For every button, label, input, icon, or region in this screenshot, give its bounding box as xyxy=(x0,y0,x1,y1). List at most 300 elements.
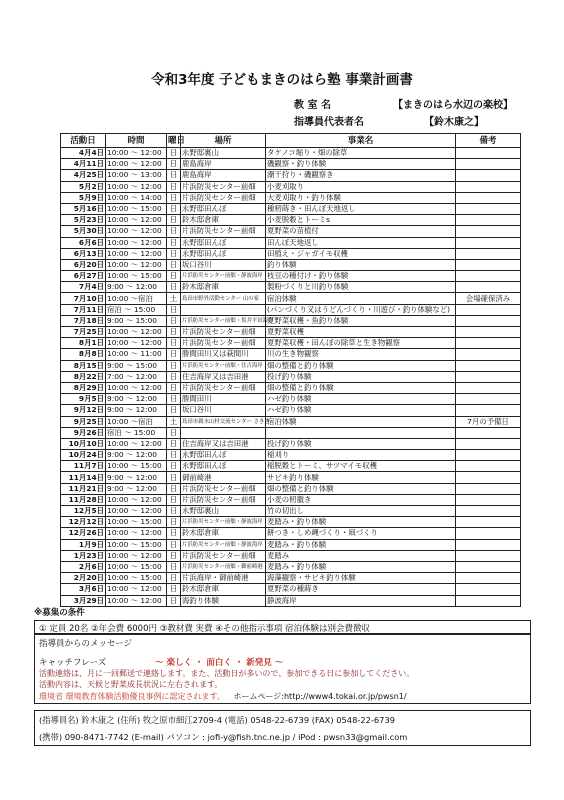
activity-date: 2月20日 xyxy=(61,573,106,584)
activity-date: 7月11日 xyxy=(61,304,106,315)
activity-date: 8月1日 xyxy=(61,338,106,349)
activity-name: 麦踏み・釣り体験 xyxy=(266,561,456,572)
table-row xyxy=(61,360,521,371)
table-row xyxy=(61,394,521,405)
activity-date: 7月18日 xyxy=(61,315,106,326)
table-row xyxy=(61,237,521,248)
activity-note xyxy=(456,561,521,572)
activity-place: 片浜防災センター前畑 xyxy=(181,192,266,203)
activity-date: 8月22日 xyxy=(61,371,106,382)
activity-time: 10:00 ～ 13:00 xyxy=(106,170,167,181)
activity-day: 土 xyxy=(167,416,181,427)
activity-date: 3月6日 xyxy=(61,584,106,595)
activity-name: 大麦刈取り・釣り体験 xyxy=(266,192,456,203)
activity-day: 日 xyxy=(167,371,181,382)
table-row xyxy=(61,304,521,315)
activity-name: 川の生き物観察 xyxy=(266,349,456,360)
activity-day: 日 xyxy=(167,237,181,248)
activity-name: 夏野菜収穫・田んぼの除草と生き物観察 xyxy=(266,338,456,349)
activity-place xyxy=(181,427,266,438)
activity-time: 10:00 ～ 12:00 xyxy=(106,494,167,505)
table-row xyxy=(61,450,521,461)
activity-place: 片浜防災センター前畑・静波海岸 xyxy=(181,271,266,282)
activity-place: 勝間田川 xyxy=(181,394,266,405)
activity-date: 1月9日 xyxy=(61,539,106,550)
activity-place: 片浜防災センター前畑 xyxy=(181,550,266,561)
table-row xyxy=(61,494,521,505)
activity-time: 10:00 ～ 14:00 xyxy=(106,192,167,203)
activity-note xyxy=(456,438,521,449)
activity-note xyxy=(456,338,521,349)
activity-day: 日 xyxy=(167,528,181,539)
activity-place: 片浜防災センター前畑 xyxy=(181,494,266,505)
activity-note xyxy=(456,494,521,505)
activity-time: 10:00 ～ 12:00 xyxy=(106,181,167,192)
table-row xyxy=(61,371,521,382)
activity-day: 土 xyxy=(167,293,181,304)
activity-day: 日 xyxy=(167,271,181,282)
activity-note xyxy=(456,226,521,237)
activity-note xyxy=(456,371,521,382)
activity-time: 宿泊 ～ 15:00 xyxy=(106,427,167,438)
activity-note xyxy=(456,528,521,539)
activity-date: 9月5日 xyxy=(61,394,106,405)
activity-note xyxy=(456,170,521,181)
activity-note xyxy=(456,427,521,438)
activity-date: 5月2日 xyxy=(61,181,106,192)
activity-date: 5月23日 xyxy=(61,215,106,226)
activity-day: 日 xyxy=(167,248,181,259)
table-row xyxy=(61,416,521,427)
table-row xyxy=(61,203,521,214)
activity-note xyxy=(456,405,521,416)
activity-name: タケノコ堀り・畑の除草 xyxy=(266,148,456,159)
activity-place: 住吉海岸又は吉田港 xyxy=(181,438,266,449)
activity-day: 日 xyxy=(167,494,181,505)
activity-note: 7月の予備日 xyxy=(456,416,521,427)
activity-date: 10月10日 xyxy=(61,438,106,449)
table-header-row xyxy=(61,134,521,148)
table-row xyxy=(61,271,521,282)
activity-place: 島田市親水山村交流センター さきき xyxy=(181,416,266,427)
activity-place: 片浜防災センター前畑・静波海岸 xyxy=(181,539,266,550)
activity-name: ハゼ釣り体験 xyxy=(266,394,456,405)
activity-place: 島田市野外活動センター 山の家 xyxy=(181,293,266,304)
activity-date: 11月14日 xyxy=(61,472,106,483)
activity-date: 12月5日 xyxy=(61,506,106,517)
activity-time: 10:00 ～ 15:00 xyxy=(106,271,167,282)
activity-time: 9:00 ～ 12:00 xyxy=(106,282,167,293)
activity-note xyxy=(456,203,521,214)
activity-time: 10:00 ～ 12:00 xyxy=(106,237,167,248)
document-title: 令和3年度 子どもまきのはら塾 事業計画書 xyxy=(151,72,413,88)
activity-date: 7月4日 xyxy=(61,282,106,293)
table-row xyxy=(61,181,521,192)
activity-place: 片浜防災センター前畑 xyxy=(181,338,266,349)
activity-place: 片浜防災センター前畑・御前崎港 xyxy=(181,561,266,572)
activity-note xyxy=(456,360,521,371)
activity-note xyxy=(456,271,521,282)
activity-place: 片浜防災センター前畑 xyxy=(181,382,266,393)
activity-date: 11月21日 xyxy=(61,483,106,494)
activity-name: 磯観察・釣り体験 xyxy=(266,159,456,170)
activity-note xyxy=(456,148,521,159)
activity-name: 麦踏み xyxy=(266,550,456,561)
activity-time: 10:00 ～ 12:00 xyxy=(106,595,167,606)
activity-note xyxy=(456,539,521,550)
activity-date: 6月27日 xyxy=(61,271,106,282)
table-row xyxy=(61,192,521,203)
activity-date: 5月30日 xyxy=(61,226,106,237)
table-row xyxy=(61,506,521,517)
table-row xyxy=(61,584,521,595)
activity-place: 鹿島海岸 xyxy=(181,159,266,170)
table-row xyxy=(61,461,521,472)
activity-date: 4月25日 xyxy=(61,170,106,181)
activity-note xyxy=(456,450,521,461)
activity-time: 10:00 ～ 12:00 xyxy=(106,248,167,259)
activity-name: 潮干狩り・磯観察き xyxy=(266,170,456,181)
activity-place: 永野邸田んぼ xyxy=(181,450,266,461)
activity-place: 片浜防災センター前畑・住吉海岸 xyxy=(181,360,266,371)
activity-note xyxy=(456,506,521,517)
activity-name: 宿泊体験 xyxy=(266,293,456,304)
activity-day: 日 xyxy=(167,427,181,438)
activity-day: 日 xyxy=(167,170,181,181)
award-text: 環境省 環境教育体験活動優良事例に認定されます。 xyxy=(39,692,225,701)
activity-time: 10:00 ～ 15:00 xyxy=(106,203,167,214)
activity-date: 12月26日 xyxy=(61,528,106,539)
table-row xyxy=(61,528,521,539)
activity-place: 片浜防災センター前畑 xyxy=(181,483,266,494)
activity-time: 10:00 ～ 12:00 xyxy=(106,259,167,270)
activity-name: 海藻観察・サビキ釣り体験 xyxy=(266,573,456,584)
activity-day: 日 xyxy=(167,438,181,449)
activity-note xyxy=(456,349,521,360)
activity-day: 日 xyxy=(167,349,181,360)
activity-date: 11月28日 xyxy=(61,494,106,505)
activity-day: 日 xyxy=(167,203,181,214)
table-row xyxy=(61,550,521,561)
activity-time: 10:00 ～ 15:00 xyxy=(106,573,167,584)
activity-place: 片浜防災センター前畑 xyxy=(181,181,266,192)
table-row xyxy=(61,338,521,349)
activity-date: 8月29日 xyxy=(61,382,106,393)
activity-place: 片浜海岸・御前崎港 xyxy=(181,573,266,584)
activity-note xyxy=(456,517,521,528)
activity-place: 永野邸田んぼ xyxy=(181,237,266,248)
table-row xyxy=(61,483,521,494)
activity-time: 10:00 ～ 15:00 xyxy=(106,561,167,572)
activity-place: 永野邸田んぼ xyxy=(181,461,266,472)
activity-note: 会場確保済み xyxy=(456,293,521,304)
activity-day: 日 xyxy=(167,282,181,293)
activity-name: 投げ釣り体験 xyxy=(266,438,456,449)
leader-value: 【鈴木康之】 xyxy=(424,117,484,128)
activity-time: 10:00 ～宿泊 xyxy=(106,416,167,427)
activity-note xyxy=(456,584,521,595)
message-line-1: 活動連絡は、月に一回郵送で連絡します。また、活動日が多いので、参加できる日に参加してください。 xyxy=(39,669,415,678)
activity-day: 日 xyxy=(167,561,181,572)
activity-time: 10:00 ～ 15:00 xyxy=(106,539,167,550)
activity-time: 9:00 ～ 12:00 xyxy=(106,483,167,494)
activity-name: 枝豆の種付け・釣り体験 xyxy=(266,271,456,282)
activity-day: 日 xyxy=(167,226,181,237)
activity-day: 日 xyxy=(167,506,181,517)
activity-day: 日 xyxy=(167,573,181,584)
table-row xyxy=(61,327,521,338)
activity-day: 日 xyxy=(167,483,181,494)
activity-date: 6月20日 xyxy=(61,259,106,270)
catchphrase-label: キャッチフレーズ xyxy=(39,658,107,668)
activity-name: 畑の整備と釣り体験 xyxy=(266,382,456,393)
table-row xyxy=(61,349,521,360)
footer-box xyxy=(34,710,531,746)
table-row xyxy=(61,259,521,270)
activity-note xyxy=(456,215,521,226)
activity-day: 日 xyxy=(167,181,181,192)
table-row xyxy=(61,315,521,326)
activity-date: 6月13日 xyxy=(61,248,106,259)
activity-date: 8月8日 xyxy=(61,349,106,360)
activity-time: 10:00 ～ 12:00 xyxy=(106,528,167,539)
activity-name: 種籾蒔き・田んぼ天地返し xyxy=(266,203,456,214)
message-heading: 指導員からのメッセージ xyxy=(39,639,132,649)
activity-day: 日 xyxy=(167,461,181,472)
activity-date: 10月24日 xyxy=(61,450,106,461)
activity-name: 麦踏み・釣り体験 xyxy=(266,539,456,550)
activity-date: 6月6日 xyxy=(61,237,106,248)
activity-place: 坂口谷川 xyxy=(181,405,266,416)
activity-name: 畑の整備と釣り体験 xyxy=(266,483,456,494)
activity-note xyxy=(456,382,521,393)
activity-day: 日 xyxy=(167,450,181,461)
activity-place: 片浜防災センター前畑・静波海岸 xyxy=(181,517,266,528)
column-header: 備考 xyxy=(456,134,521,148)
activity-note xyxy=(456,573,521,584)
table-row xyxy=(61,472,521,483)
activity-date: 12月12日 xyxy=(61,517,106,528)
message-box xyxy=(34,634,531,704)
activity-name: 宿泊体験 xyxy=(266,416,456,427)
activity-date: 1月23日 xyxy=(61,550,106,561)
activity-day: 日 xyxy=(167,472,181,483)
activity-note xyxy=(456,181,521,192)
activity-date: 11月7日 xyxy=(61,461,106,472)
activity-time: 10:00 ～ 15:00 xyxy=(106,517,167,528)
activity-day: 日 xyxy=(167,550,181,561)
activity-place: 鈴木邸倉庫 xyxy=(181,215,266,226)
activity-date: 4月11日 xyxy=(61,159,106,170)
activity-date: 9月26日 xyxy=(61,427,106,438)
activity-place: 鈴木邸倉庫 xyxy=(181,282,266,293)
activity-date: 9月12日 xyxy=(61,405,106,416)
activity-name: 稲脱穀とトーミ、サツマイモ収穫 xyxy=(266,461,456,472)
activity-name: 畑の整備と釣り体験 xyxy=(266,360,456,371)
table-row xyxy=(61,405,521,416)
activity-name: ハゼ釣り体験 xyxy=(266,405,456,416)
activity-note xyxy=(456,550,521,561)
column-header: 活動日 xyxy=(61,134,106,148)
activity-date: 2月6日 xyxy=(61,561,106,572)
activity-note xyxy=(456,282,521,293)
table-row xyxy=(61,517,521,528)
table-row xyxy=(61,293,521,304)
column-header: 時間 xyxy=(106,134,167,148)
activity-day: 日 xyxy=(167,584,181,595)
activity-note xyxy=(456,248,521,259)
activity-day: 日 xyxy=(167,517,181,528)
activity-day: 日 xyxy=(167,192,181,203)
table-row xyxy=(61,382,521,393)
activity-day: 日 xyxy=(167,315,181,326)
activity-date: 9月25日 xyxy=(61,416,106,427)
table-row xyxy=(61,226,521,237)
activity-note xyxy=(456,394,521,405)
activity-place: 片浜防災センター前畑 xyxy=(181,327,266,338)
conditions-heading: ※募集の条件 xyxy=(34,608,85,618)
activity-day: 日 xyxy=(167,215,181,226)
activity-time: 7:00 ～ 12:00 xyxy=(106,371,167,382)
activity-note xyxy=(456,237,521,248)
schedule-table xyxy=(60,133,521,607)
activity-name: 夏野菜の種蒔き xyxy=(266,584,456,595)
activity-note xyxy=(456,159,521,170)
activity-note xyxy=(456,595,521,606)
column-header: 場所 xyxy=(181,134,266,148)
table-row xyxy=(61,282,521,293)
activity-note xyxy=(456,259,521,270)
homepage-text: ホームページ:http://www4.tokai.or.jp/pwsn1/ xyxy=(233,692,407,701)
activity-note xyxy=(456,315,521,326)
table-row xyxy=(61,148,521,159)
activity-name: 小麦刈取り xyxy=(266,181,456,192)
leader-label: 指導員代表者名 xyxy=(294,117,364,128)
activity-time: 9:00 ～ 15:00 xyxy=(106,360,167,371)
activity-time: 10:00 ～ 12:00 xyxy=(106,506,167,517)
activity-name: 夏野菜の苗植付 xyxy=(266,226,456,237)
activity-day: 日 xyxy=(167,539,181,550)
activity-name: 田植え・ジャガイモ収穫 xyxy=(266,248,456,259)
activity-name xyxy=(266,427,456,438)
activity-date: 4月4日 xyxy=(61,148,106,159)
activity-date: 5月16日 xyxy=(61,203,106,214)
activity-name: 小麦の籾撒き xyxy=(266,494,456,505)
activity-date: 3月29日 xyxy=(61,595,106,606)
activity-name: 夏野菜収穫・魚釣り体験 xyxy=(266,315,456,326)
activity-time: 10:00 ～ 12:00 xyxy=(106,327,167,338)
activity-time: 宿泊 ～ 15:00 xyxy=(106,304,167,315)
activity-day: 日 xyxy=(167,382,181,393)
table-row xyxy=(61,170,521,181)
classroom-label: 教 室 名 xyxy=(294,100,331,111)
activity-day: 日 xyxy=(167,327,181,338)
table-row xyxy=(61,159,521,170)
activity-name: 竹の切出し xyxy=(266,506,456,517)
activity-name: サビキ釣り体験 xyxy=(266,472,456,483)
activity-name: 投げ釣り体験 xyxy=(266,371,456,382)
activity-place: 永野邸田んぼ xyxy=(181,248,266,259)
activity-day: 日 xyxy=(167,394,181,405)
table-row xyxy=(61,561,521,572)
activity-note xyxy=(456,192,521,203)
activity-day: 日 xyxy=(167,405,181,416)
activity-place: 永野邸田んぼ xyxy=(181,203,266,214)
catchphrase-value: ～ 楽しく ・ 面白く ・ 新発見 ～ xyxy=(155,658,284,668)
table-row xyxy=(61,573,521,584)
activity-note xyxy=(456,327,521,338)
activity-day: 日 xyxy=(167,338,181,349)
activity-place: 坂口谷川 xyxy=(181,259,266,270)
activity-time: 10:00 ～ 12:00 xyxy=(106,338,167,349)
activity-note xyxy=(456,472,521,483)
activity-note xyxy=(456,461,521,472)
classroom-value: 【まきのはら水辺の楽校】 xyxy=(393,100,513,111)
table-row xyxy=(61,595,521,606)
activity-name: 麦踏み・釣り体験 xyxy=(266,517,456,528)
activity-place: 鹿島海岸 xyxy=(181,170,266,181)
activity-place: 鈴木邸倉庫 xyxy=(181,584,266,595)
activity-place: 永野邸裏山 xyxy=(181,506,266,517)
activity-place: 鈴木邸倉庫 xyxy=(181,528,266,539)
table-row xyxy=(61,438,521,449)
column-header: 事業名 xyxy=(266,134,456,148)
table-row xyxy=(61,427,521,438)
activity-day: 日 xyxy=(167,304,181,315)
activity-time: 10:00 ～宿泊 xyxy=(106,293,167,304)
activity-date: 8月15日 xyxy=(61,360,106,371)
activity-name: 釣り体験 xyxy=(266,259,456,270)
activity-day: 日 xyxy=(167,360,181,371)
activity-name: 小麦脱穀とトーミs xyxy=(266,215,456,226)
activity-place: 海釣り体験 xyxy=(181,595,266,606)
activity-place: 永野邸裏山 xyxy=(181,148,266,159)
activity-date: 5月9日 xyxy=(61,192,106,203)
activity-note xyxy=(456,304,521,315)
column-header: 曜日 xyxy=(168,135,186,146)
activity-name: 夏野菜収穫 xyxy=(266,327,456,338)
message-line-2: 活動内容は、天候と野菜成長状況に左右されます。 xyxy=(39,680,223,689)
activity-time: 10:00 ～ 12:00 xyxy=(106,382,167,393)
activity-note xyxy=(456,483,521,494)
activity-place: 片浜防災センター前畑 xyxy=(181,226,266,237)
activity-time: 9:00 ～ 15:00 xyxy=(106,315,167,326)
activity-time: 9:00 ～ 12:00 xyxy=(106,394,167,405)
activity-place xyxy=(181,304,266,315)
activity-time: 10:00 ～ 12:00 xyxy=(106,584,167,595)
activity-time: 10:00 ～ 12:00 xyxy=(106,550,167,561)
activity-date: 7月10日 xyxy=(61,293,106,304)
activity-place: 御前崎港 xyxy=(181,472,266,483)
conditions-box xyxy=(34,620,531,634)
conditions-line: ① 定員 20名 ②年会費 6000円 ③教材費 実費 ④その他指示事項 宿泊体験は別会費徴収 xyxy=(39,624,371,634)
activity-day: 日 xyxy=(167,148,181,159)
table-row xyxy=(61,539,521,550)
activity-time: 10:00 ～ 12:00 xyxy=(106,159,167,170)
activity-day: 日 xyxy=(167,259,181,270)
activity-name: 静波海岸 xyxy=(266,595,456,606)
activity-time: 10:00 ～ 11:00 xyxy=(106,349,167,360)
activity-name: 稲刈り xyxy=(266,450,456,461)
activity-name: 田んぼ天地返し xyxy=(266,237,456,248)
activity-time: 9:00 ～ 12:00 xyxy=(106,405,167,416)
activity-time: 9:00 ～ 12:00 xyxy=(106,472,167,483)
activity-place: 勝間田川又は萩間川 xyxy=(181,349,266,360)
activity-name: (パンづくり又はうどんづくり・川遊び・釣り体験など) xyxy=(266,304,456,315)
activity-time: 10:00 ～ 12:00 xyxy=(106,438,167,449)
activity-name: 餅つき・しめ縄づくり・凧づくり xyxy=(266,528,456,539)
activity-name: 製粉づくりと川釣り体験 xyxy=(266,282,456,293)
